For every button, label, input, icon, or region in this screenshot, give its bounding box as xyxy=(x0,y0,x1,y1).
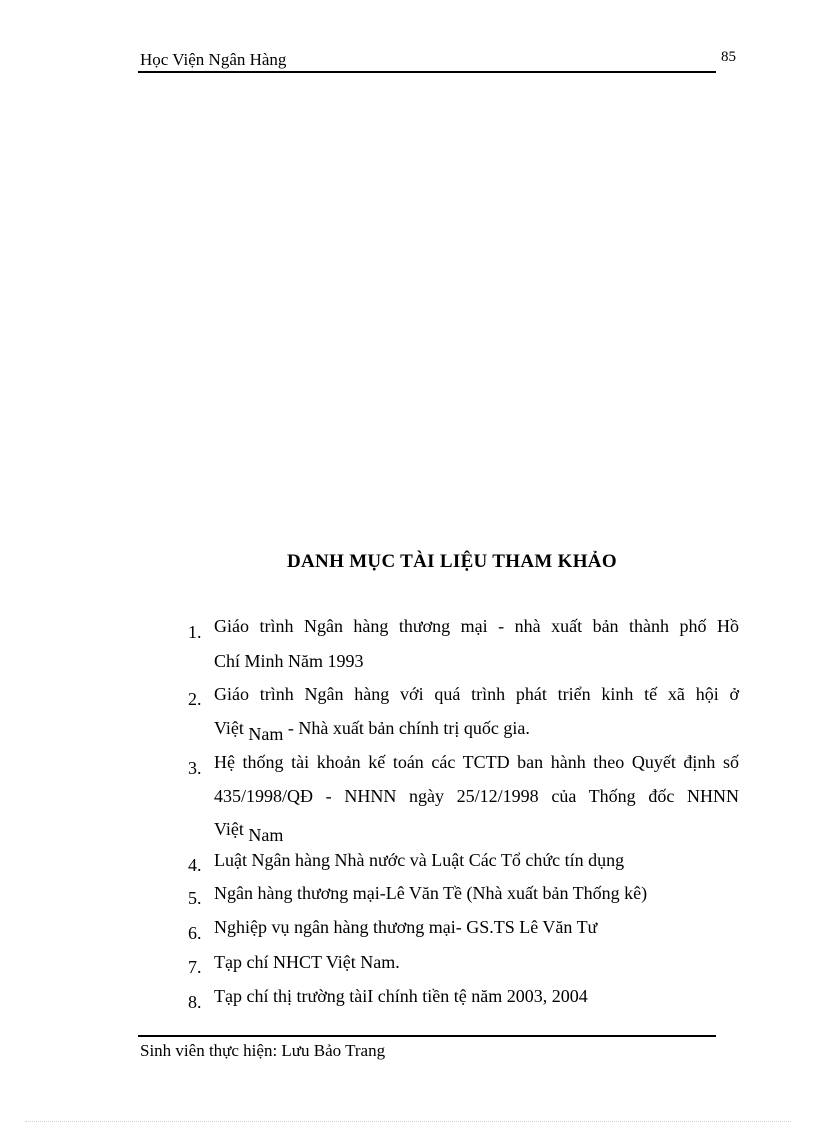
reference-number: 5. xyxy=(188,888,202,908)
running-header-title: Học Viện Ngân Hàng xyxy=(140,50,287,69)
reference-text-line: Luật Ngân hàng Nhà nước và Luật Các Tổ chức tín dụng xyxy=(214,850,625,870)
reference-text-line: Việt Nam xyxy=(214,819,284,845)
header-divider xyxy=(138,71,716,73)
reference-number: 6. xyxy=(188,923,202,943)
reference-text-line: Ngân hàng thương mại-Lê Văn Tề (Nhà xuất bản Thống kê) xyxy=(214,883,648,903)
reference-text-line: Tạp chí thị trường tàiI chính tiền tệ năm 2003, 2004 xyxy=(214,986,588,1006)
reference-text-line: Hệ thống tài khoản kế toán các TCTD ban hành theo Quyết định số xyxy=(214,752,739,772)
reference-text-line: Giáo trình Ngân hàng thương mại - nhà xuất bản thành phố Hồ xyxy=(214,616,739,636)
footer-student-name: Sinh viên thực hiện: Lưu Bảo Trang xyxy=(140,1041,386,1060)
reference-text-line: Việt Nam - Nhà xuất bản chính trị quốc gia. xyxy=(214,718,530,744)
reference-number: 1. xyxy=(188,622,202,642)
reference-number: 3. xyxy=(188,758,202,778)
page-number: 85 xyxy=(721,49,736,65)
reference-number: 4. xyxy=(188,855,202,875)
references-title: DANH MỤC TÀI LIỆU THAM KHẢO xyxy=(287,551,617,572)
reference-number: 2. xyxy=(188,689,202,709)
reference-number: 8. xyxy=(188,992,202,1012)
reference-number: 7. xyxy=(188,957,202,977)
reference-text-line: 435/1998/QĐ - NHNN ngày 25/12/1998 của Thống đốc NHNN xyxy=(214,786,739,806)
footer-divider xyxy=(138,1035,716,1037)
reference-text-line: Giáo trình Ngân hàng với quá trình phát triển kinh tế xã hội ở xyxy=(214,684,739,704)
reference-text-line: Chí Minh Năm 1993 xyxy=(214,651,364,671)
page-bottom-dotted-line xyxy=(25,1121,791,1122)
reference-text-line: Nghiệp vụ ngân hàng thương mại- GS.TS Lê Văn Tư xyxy=(214,917,598,937)
reference-text-line: Tạp chí NHCT Việt Nam. xyxy=(214,952,400,972)
